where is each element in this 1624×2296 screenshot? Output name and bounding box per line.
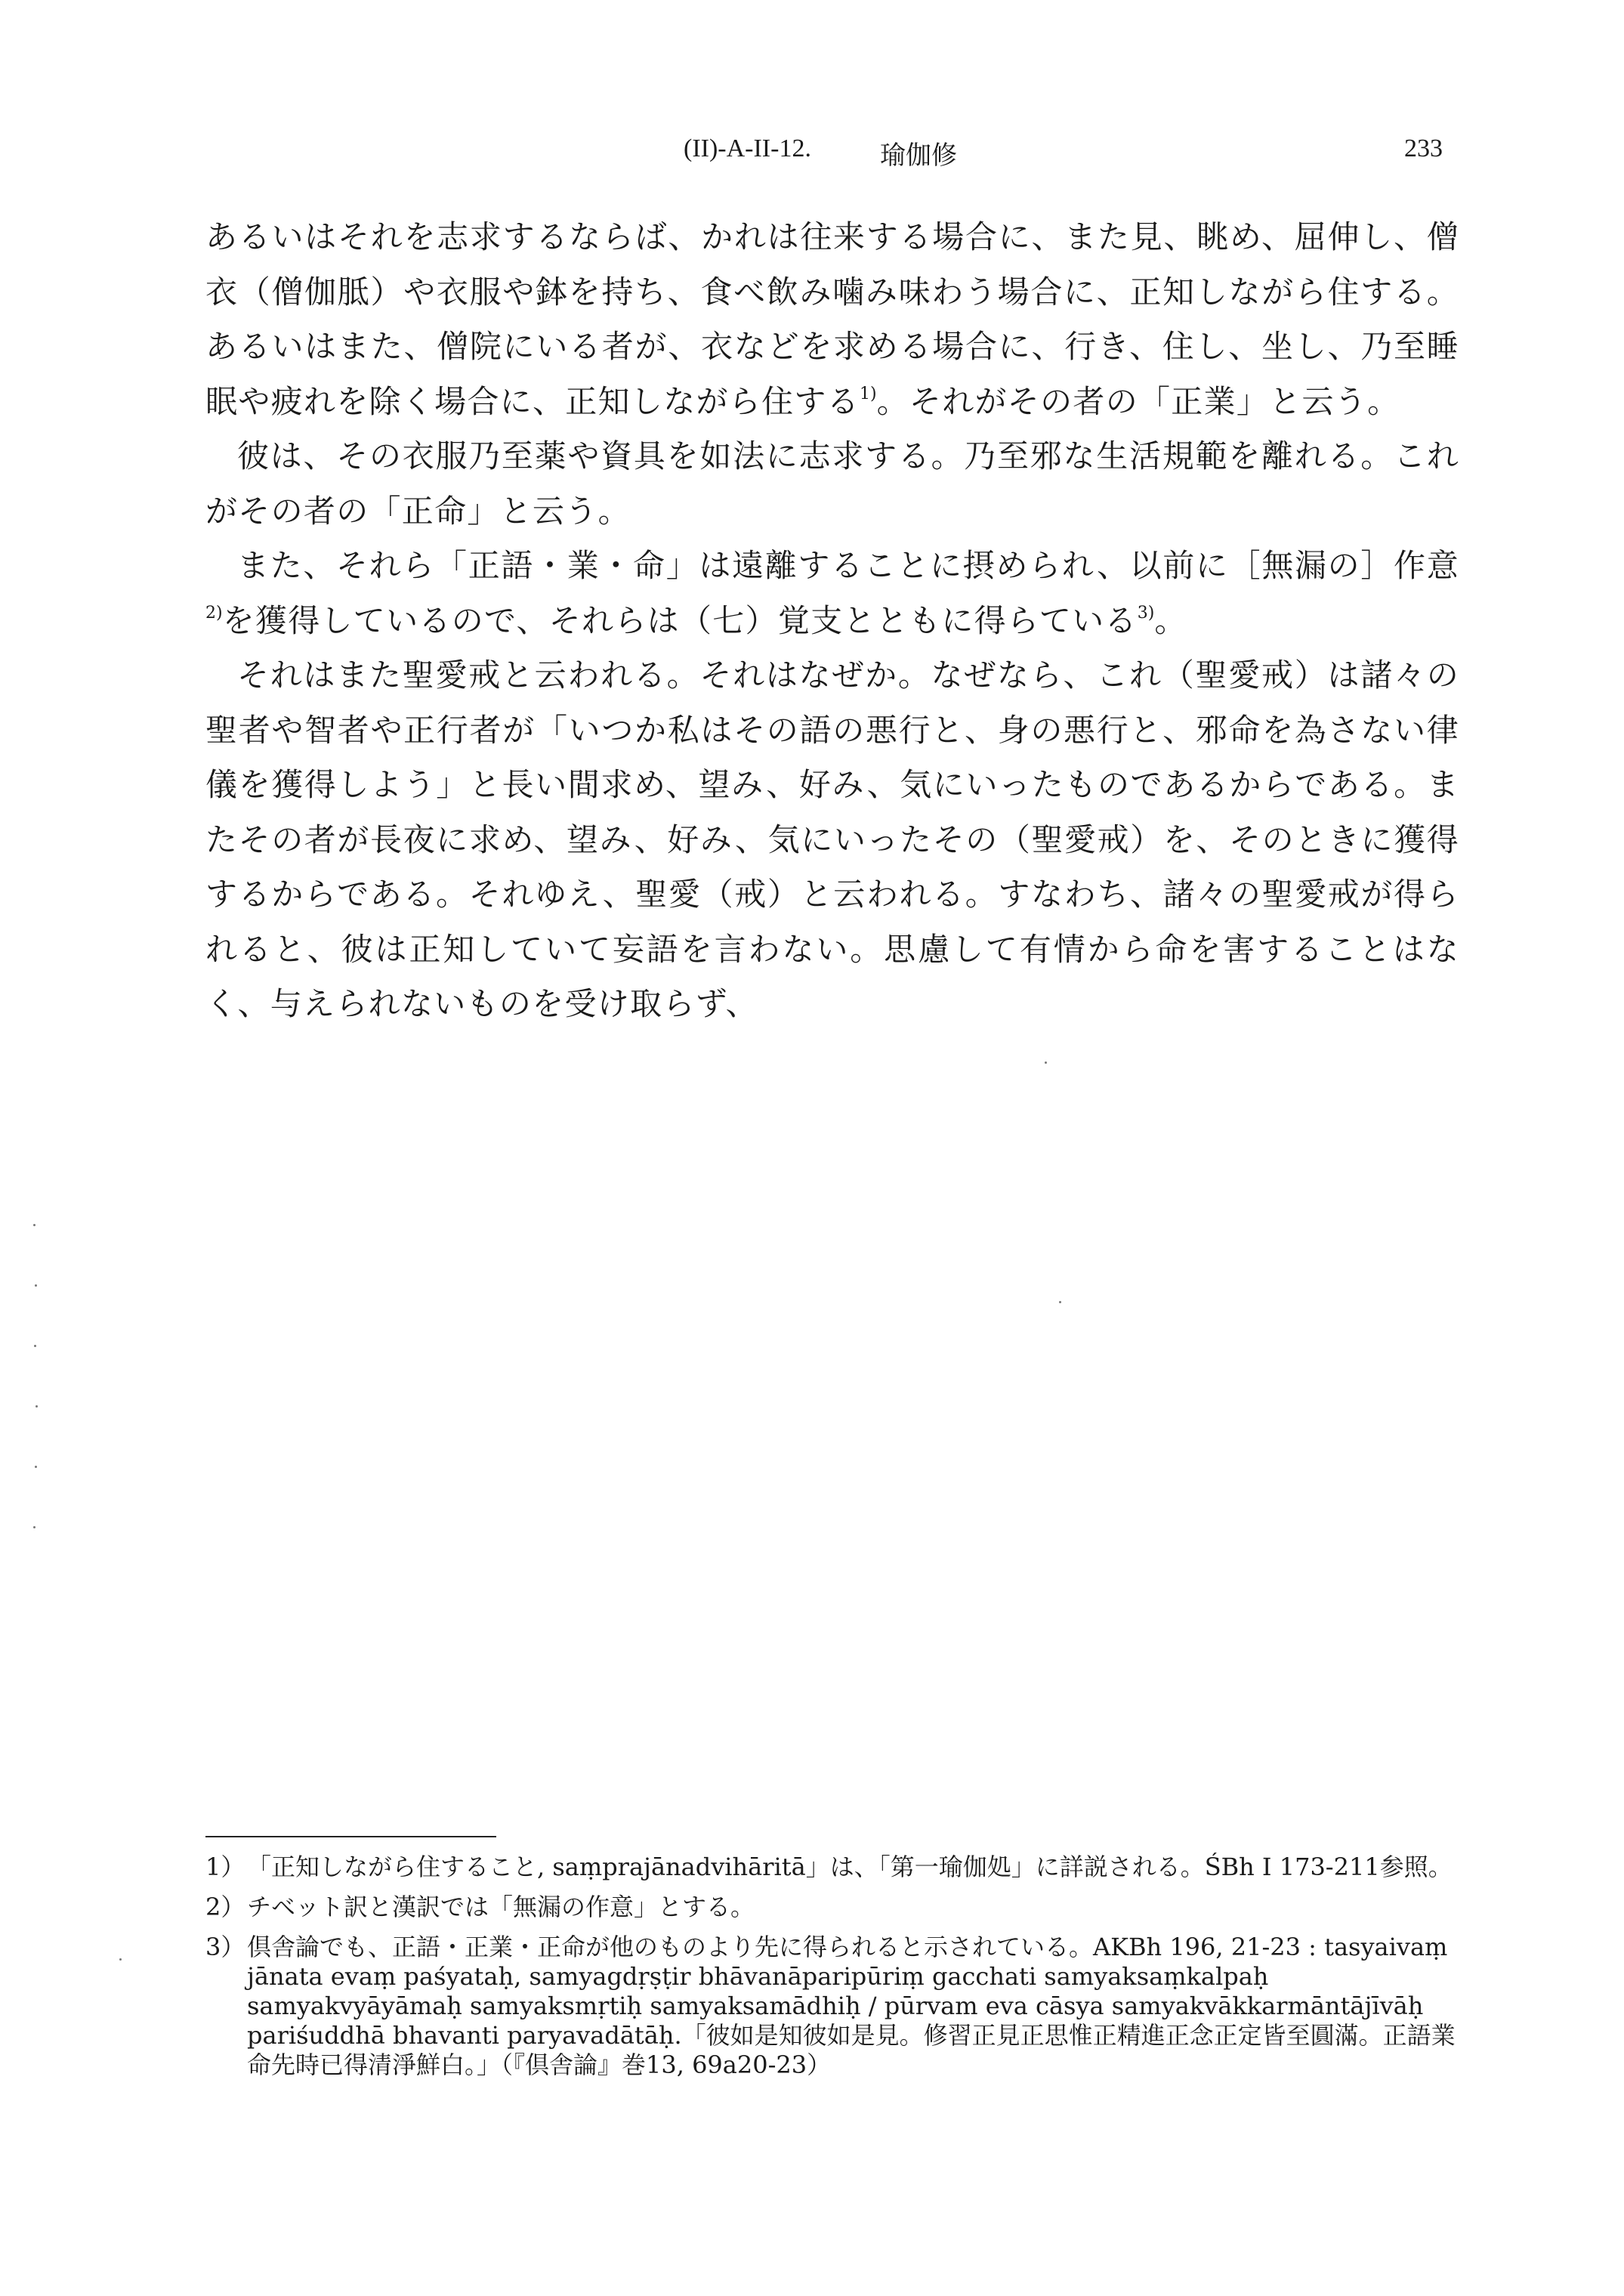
scan-speck: [36, 1405, 38, 1408]
footnote-ref-3[interactable]: 3): [1137, 603, 1155, 623]
footnote-2-text: チベット訳と漢訳では「無漏の作意」とする。: [247, 1893, 755, 1921]
paragraph-1: [205, 210, 1459, 429]
header-chapter-title: 瑜伽修: [880, 141, 957, 171]
scan-speck: [1059, 1301, 1061, 1303]
main-text: [205, 210, 1459, 1032]
scan-speck: [119, 1958, 122, 1961]
paragraph-1-text: あるいはそれを志求するならば、かれは往来する場合に、また見、眺め、屈伸し、僧衣（僧伽胝）や衣服や鉢を持ち、食べ飲み噛み味わう場合に、正知しながら住する。あるいはまた、僧院にいる者が、衣などを求める場合に、行き、住し、坐し、乃至睡眠や疲れを除く場合に、正知しながら住する: [205, 218, 1459, 420]
scan-speck: [33, 1224, 36, 1226]
footnote-1: [205, 1853, 1467, 1882]
footnote-3-text: 倶舎論でも、正語・正業・正命が他のものより先に得られると示されている。AKBh 196, 21-23 : tasyaivaṃ jānata evaṃ paśyataḥ, samyagdṛṣṭir bhāvanāparipūriṃ gacchati samyaksaṃkalpaḥ samyakvyāyāmaḥ samyaksmṛtiḥ samyaksamādhiḥ / pūrvam eva cāsya samyakvākkarmāntājīvāḥ pariśuddhā bhavanti paryavadātāḥ.「彼如是知彼如是見。修習正見正思惟正精進正念正定皆至圓滿。正語業命先時已得清淨鮮白。」（『倶舎論』巻13, 69a20-23）: [247, 1933, 1456, 2079]
scan-speck: [33, 1526, 36, 1528]
footnote-divider: [205, 1836, 496, 1837]
scan-speck: [35, 1284, 37, 1287]
footnote-1-text: 「正知しながら住すること, saṃprajānadvihāritā」は、「第一瑜伽処」に詳説される。ŚBh I 173-211参照。: [247, 1853, 1453, 1881]
paragraph-4: それはまた聖愛戒と云われる。それはなぜか。なぜなら、これ（聖愛戒）は諸々の聖者や智者や正行者が「いつか私はその語の悪行と、身の悪行と、邪命を為さない律儀を獲得しよう」と長い間求め、望み、好み、気にいったものであるからである。またその者が長夜に求め、望み、好み、気にいったその（聖愛戒）を、そのときに獲得するからである。それゆえ、聖愛（戒）と云われる。すなわち、諸々の聖愛戒が得られると、彼は正知していて妄語を言わない。思慮して有情から命を害することはなく、与えられないものを受け取らず、: [205, 657, 1459, 1022]
paragraph-2: 彼は、その衣服乃至薬や資具を如法に志求する。乃至邪な生活規範を離れる。これがその者の「正命」と云う。: [205, 437, 1459, 530]
footnote-3-number: 3）: [205, 1933, 245, 1961]
page-number: 233: [1404, 134, 1443, 162]
footnote-ref-2[interactable]: 2): [205, 603, 223, 623]
paragraph-1-tail: 。それがその者の「正業」と云う。: [876, 382, 1400, 420]
header-section-number: (II)-A-II-12.: [684, 134, 811, 162]
scan-speck: [1045, 1061, 1047, 1064]
footnote-1-number: 1）: [205, 1853, 245, 1881]
paragraph-3: [205, 539, 1459, 648]
scan-speck: [34, 1345, 36, 1347]
footnote-3: [205, 1933, 1467, 2080]
paragraph-3-text-a: また、それら「正語・業・命」は遠離することに摂められ、以前に［無漏の］作意: [237, 547, 1459, 584]
footnotes: [205, 1853, 1467, 2091]
footnote-ref-1[interactable]: 1): [860, 384, 877, 403]
scan-speck: [35, 1466, 37, 1468]
footnote-2-number: 2）: [205, 1893, 245, 1921]
footnote-2: [205, 1893, 1467, 1922]
paragraph-3-text-c: 。: [1154, 601, 1187, 639]
running-header: [0, 134, 1624, 180]
paragraph-3-text-b: を獲得しているので、それらは（七）覚支とともに得らている: [222, 601, 1138, 639]
